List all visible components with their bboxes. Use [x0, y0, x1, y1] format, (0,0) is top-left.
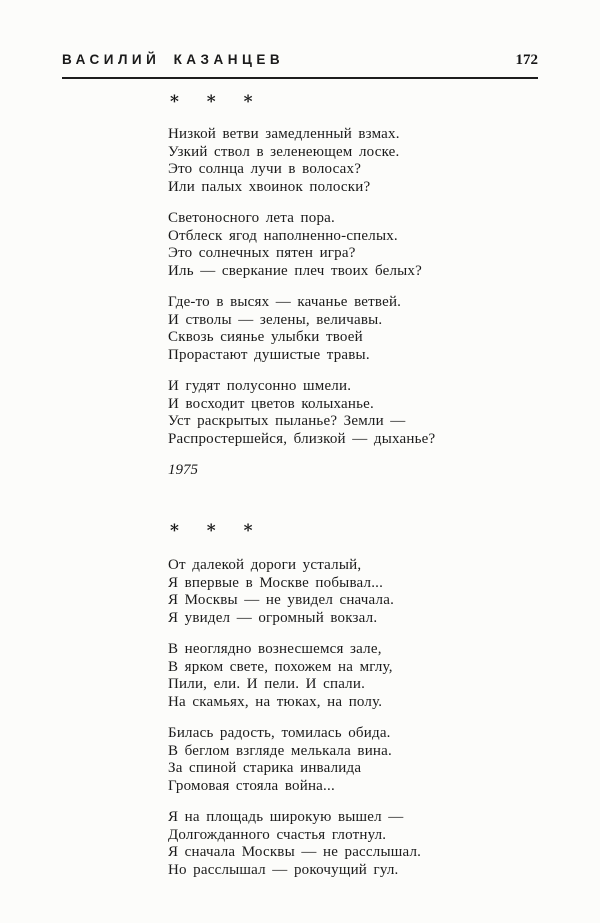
- poem-line: И стволы — зелены, величавы.: [168, 311, 383, 328]
- header-rule: [62, 77, 538, 79]
- stanza: [168, 378, 548, 448]
- stanza: [168, 809, 548, 879]
- poem-line: Я впервые в Москве побывал...: [168, 574, 384, 591]
- poem-line: Долгожданного счастья глотнул.: [168, 826, 387, 843]
- poem-line: Иль — сверкание плеч твоих белых?: [168, 262, 422, 279]
- poem-line: От далекой дороги усталый,: [168, 557, 362, 573]
- poem-line: Я Москвы — не увидел сначала.: [168, 592, 395, 608]
- poem-line: Я на площадь широкую вышел —: [168, 809, 404, 825]
- poem-year: 1975: [168, 462, 198, 478]
- poem-divider-asterisks: * * *: [170, 521, 264, 541]
- poem-line: Узкий ствол в зеленеющем лоске.: [168, 143, 400, 160]
- poem-line: За спиной старика инвалида: [168, 760, 362, 776]
- poem-line: Где-то в высях — качанье ветвей.: [168, 294, 402, 310]
- poem-line: Низкой ветви замедленный взмах.: [168, 126, 400, 142]
- page-header: [62, 52, 538, 69]
- poem-line: Сквозь сиянье улыбки твоей: [168, 329, 363, 345]
- poem-line: Распростершейся, близкой — дыханье?: [168, 430, 436, 447]
- stanza: [168, 210, 548, 280]
- poem-line: В неоглядно вознесшемся зале,: [168, 641, 382, 657]
- author-name: ВАСИЛИЙ КАЗАНЦЕВ: [62, 52, 285, 67]
- page-number: 172: [515, 52, 538, 68]
- poem-divider-asterisks: * * *: [170, 92, 264, 112]
- poem-line: Это солнца лучи в волосах?: [168, 161, 362, 177]
- poem-line: Но расслышал — рокочущий гул.: [168, 861, 399, 878]
- poem-line: В беглом взгляде мелькала вина.: [168, 742, 392, 759]
- poem-line: Уст раскрытых пыланье? Земли —: [168, 413, 406, 429]
- poem-line: В ярком свете, похожем на мглу,: [168, 658, 393, 675]
- poems-column: [168, 92, 548, 893]
- poem-line: Светоносного лета пора.: [168, 210, 335, 226]
- poem-line: И восходит цветов колыханье.: [168, 395, 374, 412]
- stanza: [168, 557, 548, 627]
- poem-line: Пили, ели. И пели. И спали.: [168, 676, 366, 692]
- poem-line: Или палых хвоинок полоски?: [168, 178, 371, 195]
- stanza: [168, 126, 548, 196]
- poem-line: На скамьях, на тюках, на полу.: [168, 693, 383, 710]
- stanza: [168, 725, 548, 795]
- poem-line: Я сначала Москвы — не расслышал.: [168, 844, 422, 860]
- stanza: [168, 641, 548, 711]
- poem-line: Громовая стояла война...: [168, 777, 335, 794]
- poem-line: Это солнечных пятен игра?: [168, 245, 356, 261]
- stanza: [168, 294, 548, 364]
- poem-line: И гудят полусонно шмели.: [168, 378, 352, 394]
- poem-line: Я увидел — огромный вокзал.: [168, 609, 378, 626]
- poem-line: Билась радость, томилась обида.: [168, 725, 391, 741]
- poem-line: Прорастают душистые травы.: [168, 346, 370, 363]
- poem-line: Отблеск ягод наполненно-спелых.: [168, 227, 398, 244]
